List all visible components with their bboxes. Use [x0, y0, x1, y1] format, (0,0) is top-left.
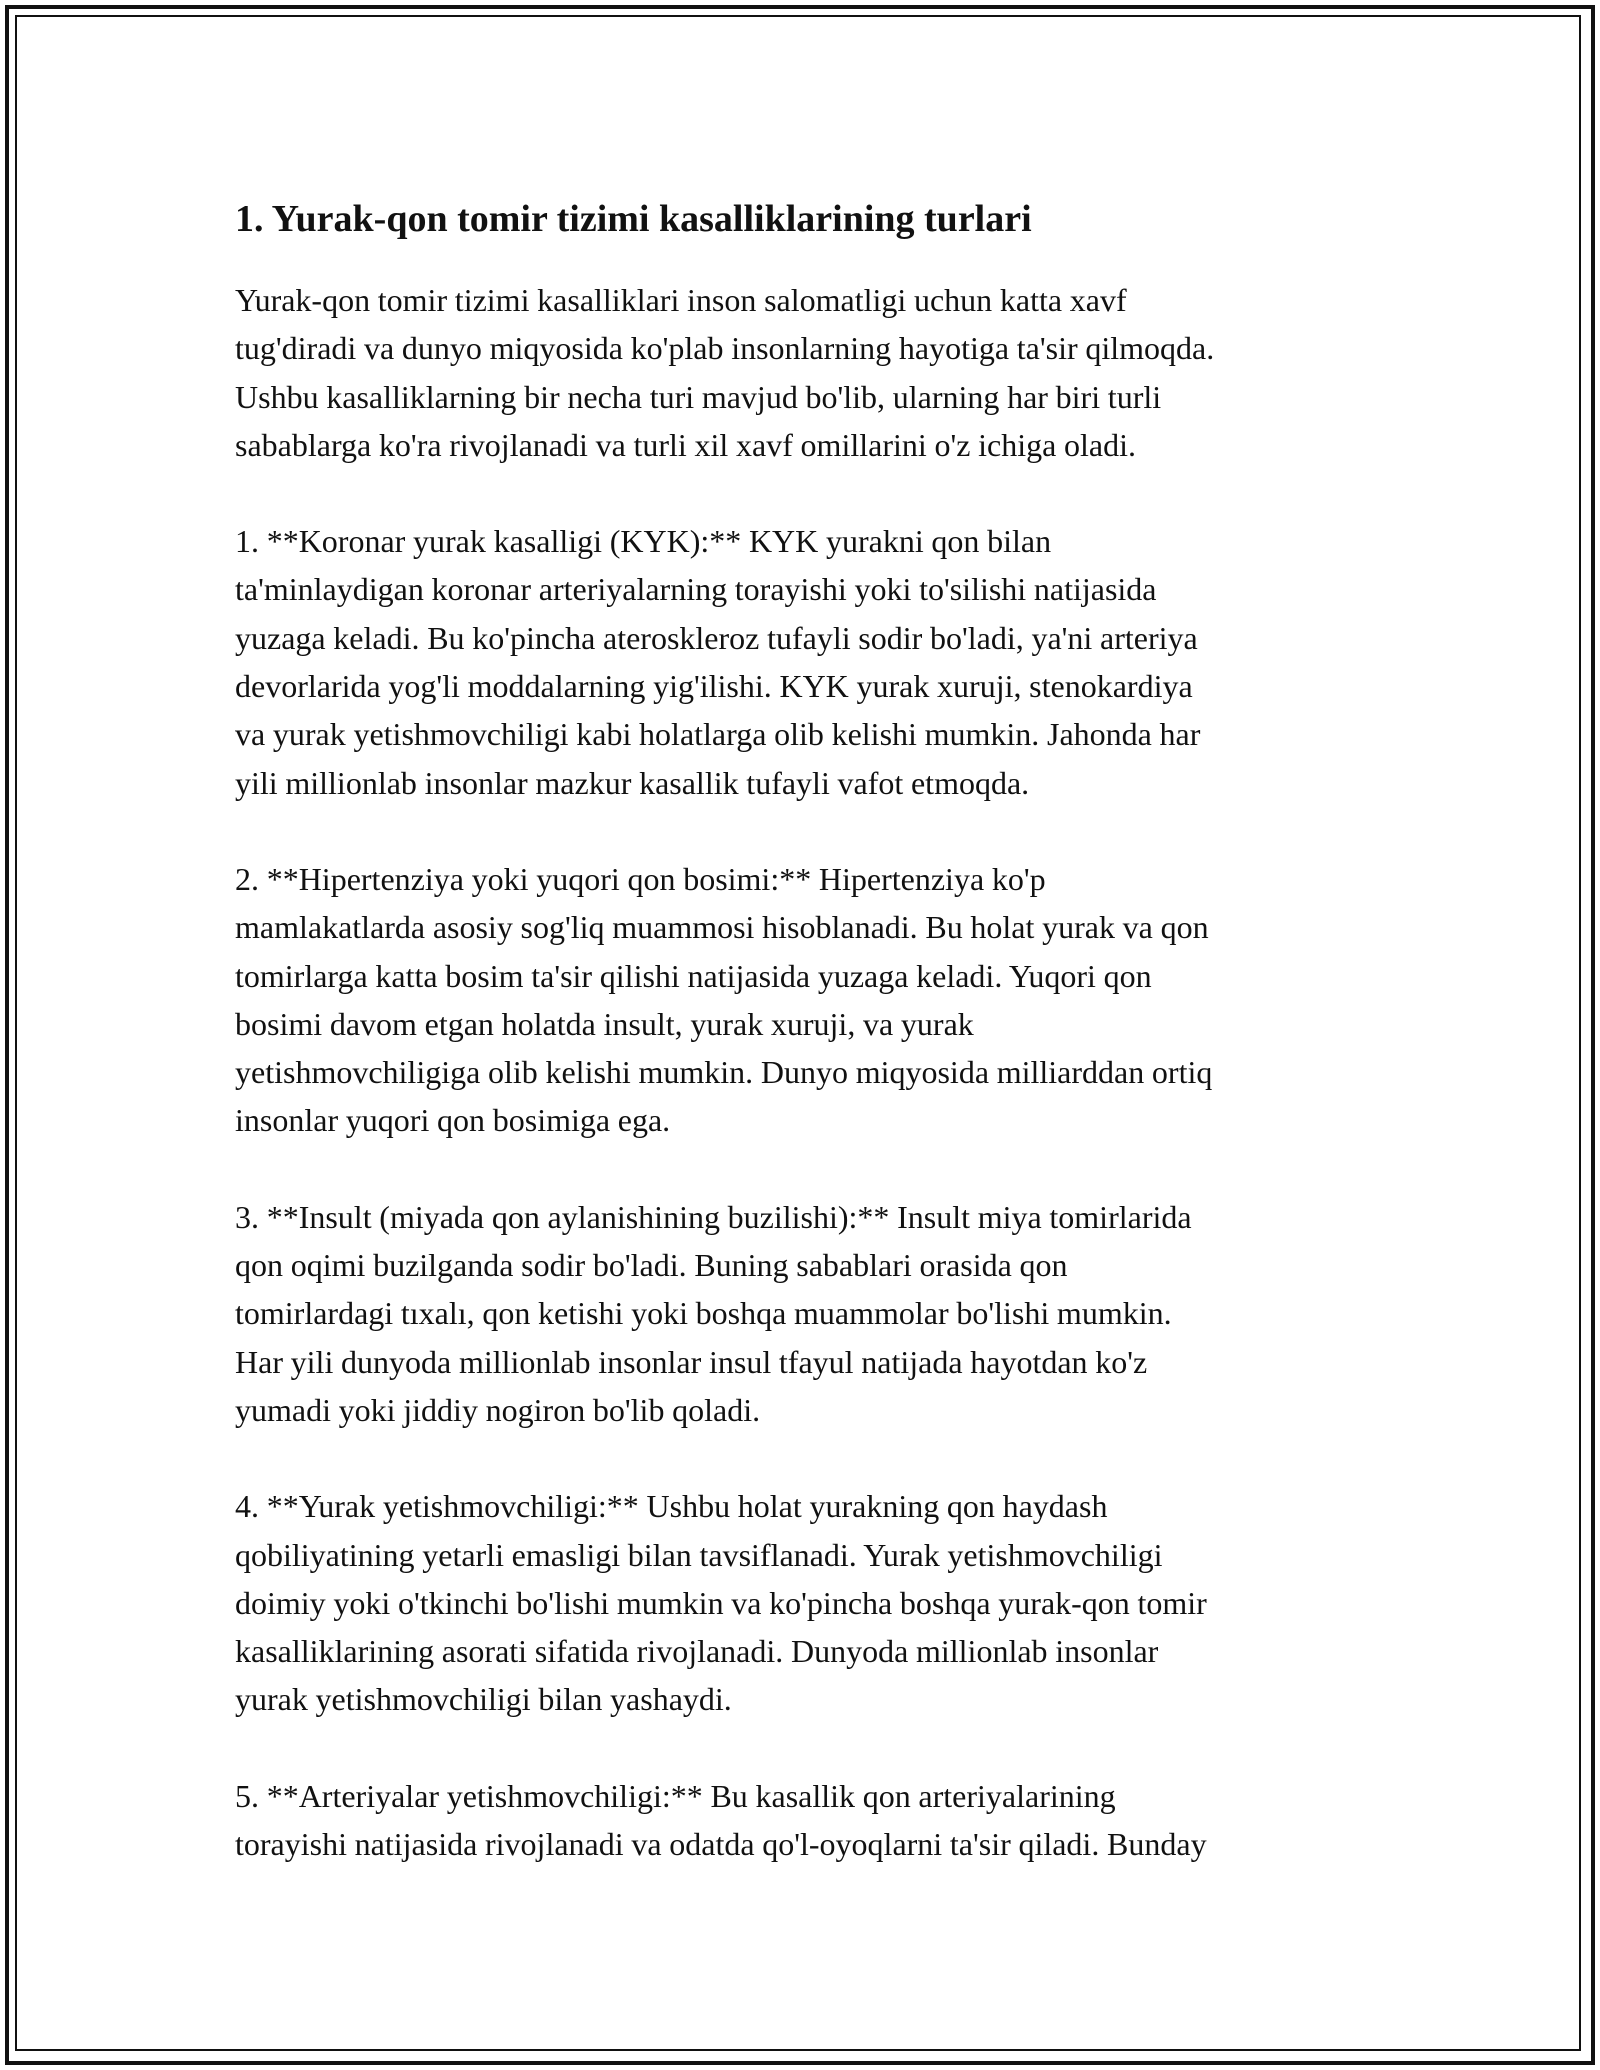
- paragraph: [235, 1482, 1365, 1723]
- paragraph-line: yetishmovchiligiga olib kelishi mumkin. Dunyo miqyosida milliarddan ortiq: [235, 1054, 1213, 1091]
- paragraph-line: sabablarga ko'ra rivojlanadi va turli xil xavf omillarini o'z ichiga oladi.: [235, 426, 1137, 463]
- paragraph: [235, 855, 1365, 1145]
- paragraph-line: Yurak-qon tomir tizimi kasalliklari inson salomatligi uchun katta xavf: [235, 282, 1127, 318]
- paragraph: [235, 276, 1365, 469]
- paragraph-line: Har yili dunyoda millionlab insonlar insul tfayul natijada hayotdan ko'z: [235, 1343, 1148, 1380]
- paragraph-line: yili millionlab insonlar mazkur kasallik tufayli vafot etmoqda.: [235, 764, 1030, 801]
- paragraph-line: 2. **Hipertenziya yoki yuqori qon bosimi:** Hipertenziya ko'p: [235, 860, 1046, 897]
- paragraph-line: Ushbu kasalliklarning bir necha turi mavjud bo'lib, ularning har biri turli: [235, 378, 1162, 415]
- paragraph-line: torayishi natijasida rivojlanadi va odatda qo'l-oyoqlarni ta'sir qiladi. Bunday: [235, 1826, 1207, 1863]
- paragraph-line: qobiliyatining yetarli emasligi bilan tavsiflanadi. Yurak yetishmovchiligi: [235, 1536, 1163, 1573]
- paragraph-line: kasalliklarining asorati sifatida rivojlanadi. Dunyoda millionlab insonlar: [235, 1633, 1159, 1670]
- paragraph-line: 3. **Insult (miyada qon aylanishining buzilishi):** Insult miya tomirlarida: [235, 1198, 1192, 1235]
- paragraph: [235, 517, 1365, 807]
- paragraph-line: yumadi yoki jiddiy nogiron bo'lib qoladi.: [235, 1391, 761, 1428]
- paragraph-line: 5. **Arteriyalar yetishmovchiligi:** Bu kasallik qon arteriyalarining: [235, 1777, 1116, 1814]
- paragraph: [235, 1772, 1365, 1869]
- paragraph-line: yuzaga keladi. Bu ko'pincha ateroskleroz tufayli sodir bo'ladi, ya'ni arteriya: [235, 619, 1198, 656]
- paragraph-line: tomirlarga katta bosim ta'sir qilishi natijasida yuzaga keladi. Yuqori qon: [235, 957, 1152, 994]
- section-heading: 1. Yurak-qon tomir tizimi kasalliklarining turlari: [235, 198, 1032, 240]
- paragraph-line: bosimi davom etgan holatda insult, yurak xuruji, va yurak: [235, 1005, 974, 1042]
- paragraph-line: tomirlardagi tıxalı, qon ketishi yoki boshqa muammolar bo'lishi mumkin.: [235, 1295, 1172, 1332]
- paragraph-line: 4. **Yurak yetishmovchiligi:** Ushbu holat yurakning qon haydash: [235, 1488, 1108, 1525]
- paragraph-line: doimiy yoki o'tkinchi bo'lishi mumkin va ko'pincha boshqa yurak-qon tomir: [235, 1584, 1207, 1621]
- paragraph-line: devorlarida yog'li moddalarning yig'ilishi. KYK yurak xuruji, stenokardiya: [235, 668, 1193, 705]
- paragraph-line: ta'minlaydigan koronar arteriyalarning torayishi yoki to'silishi natijasida: [235, 571, 1157, 608]
- paragraph: [235, 1193, 1365, 1434]
- paragraph-line: insonlar yuqori qon bosimiga ega.: [235, 1102, 671, 1139]
- paragraph-line: 1. **Koronar yurak kasalligi (KYK):** KYK yurakni qon bilan: [235, 523, 1052, 560]
- paragraph-line: va yurak yetishmovchiligi kabi holatlarga olib kelishi mumkin. Jahonda har: [235, 716, 1201, 753]
- paragraph-list: [235, 276, 1365, 1868]
- paragraph-line: mamlakatlarda asosiy sog'liq muammosi hisoblanadi. Bu holat yurak va qon: [235, 909, 1209, 946]
- paragraph-line: yurak yetishmovchiligi bilan yashaydi.: [235, 1681, 732, 1718]
- paragraph-line: tug'diradi va dunyo miqyosida ko'plab insonlarning hayotiga ta'sir qilmoqda.: [235, 330, 1215, 367]
- document-body: [235, 180, 1365, 1916]
- paragraph-line: qon oqimi buzilganda sodir bo'ladi. Buning sabablari orasida qon: [235, 1247, 1068, 1284]
